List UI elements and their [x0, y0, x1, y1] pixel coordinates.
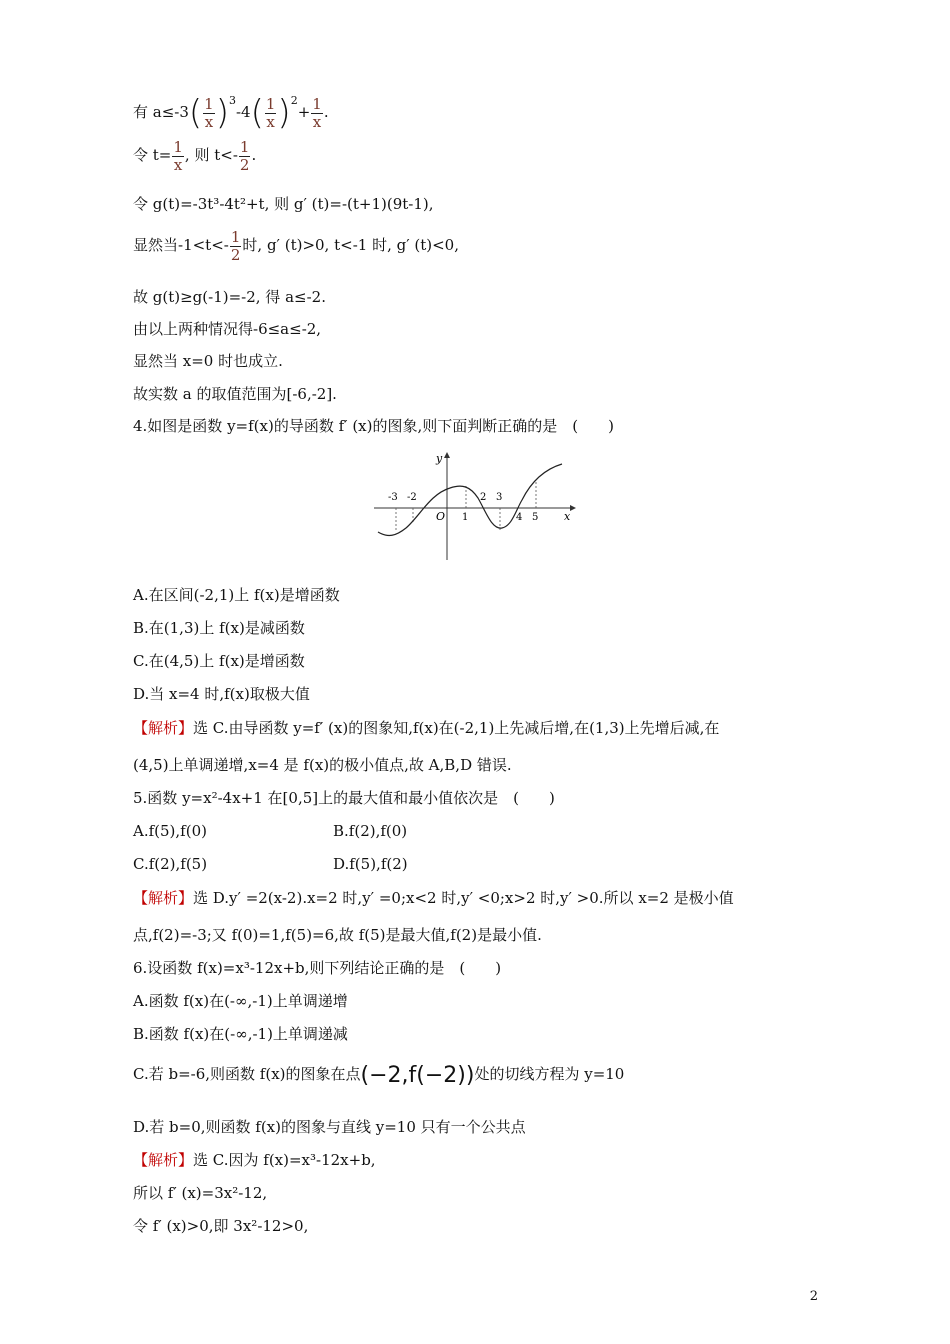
fraction: $\frac{1}{x}$ — [312, 94, 322, 131]
option-4c: C.在(4,5)上 f(x)是增函数 — [133, 652, 305, 670]
text: 选 C.因为 f(x)=x³-12x+b, — [193, 1151, 376, 1169]
text: . — [323, 103, 329, 121]
fraction: $\frac{1}{2}$ — [239, 137, 250, 174]
analysis-tag: 【解析】 — [133, 719, 194, 737]
analysis-tag: 【解析】 — [133, 1151, 194, 1169]
option-4d: D.当 x=4 时,f(x)取极大值 — [133, 685, 310, 703]
text: C.若 b=-6,则函数 f(x)的图象在点 — [133, 1065, 361, 1083]
option-4b: B.在(1,3)上 f(x)是减函数 — [133, 619, 305, 637]
x-axis-arrow — [570, 505, 576, 511]
tick-3: 3 — [496, 492, 503, 503]
option-5c: C.f(2),f(5) — [133, 855, 208, 873]
analysis-5-line-1 — [133, 888, 734, 908]
origin-label: O — [436, 510, 446, 523]
solution-line-2 — [133, 137, 256, 174]
question-6: 6.设函数 f(x)=x³-12x+b,则下列结论正确的是 ( ) — [133, 959, 502, 977]
y-label: y — [436, 452, 443, 465]
analysis-4-line-2: (4,5)上单调递增,x=4 是 f(x)的极小值点,故 A,B,D 错误. — [133, 756, 512, 774]
text: 选 C.由导函数 y=f′ (x)的图象知,f(x)在(-2,1)上先减后增,在(1,3)上先增后减,在 — [193, 719, 720, 737]
exponent: 2 — [290, 94, 298, 107]
analysis-6-line-2: 所以 f′ (x)=3x²-12, — [133, 1184, 268, 1202]
analysis-5-line-2: 点,f(2)=-3;又 f(0)=1,f(5)=6,故 f(5)是最大值,f(2)是最小值. — [133, 926, 542, 944]
paren: ) — [277, 93, 291, 133]
text: 显然当-1<t<- — [133, 236, 229, 254]
text: 令 t= — [133, 146, 172, 164]
option-6b: B.函数 f(x)在(-∞,-1)上单调递减 — [133, 1025, 348, 1043]
solution-line-3: 令 g(t)=-3t³-4t²+t, 则 g′ (t)=-(t+1)(9t-1), — [133, 195, 434, 213]
option-5a: A.f(5),f(0) — [133, 822, 207, 840]
options-5-row-1 — [133, 821, 633, 841]
solution-line-8: 故实数 a 的取值范围为[-6,-2]. — [133, 385, 337, 403]
solution-line-1 — [133, 80, 329, 134]
solution-line-5: 故 g(t)≥g(-1)=-2, 得 a≤-2. — [133, 288, 326, 306]
tick-2: 2 — [480, 492, 487, 503]
fraction: $\frac{1}{x}$ — [204, 94, 214, 131]
question-4: 4.如图是函数 y=f(x)的导函数 f′ (x)的图象,则下面判断正确的是 ( ) — [133, 417, 614, 435]
fraction: $\frac{1}{x}$ — [173, 137, 183, 174]
text: , 则 t<- — [184, 146, 238, 164]
paren: ( — [188, 93, 203, 133]
text: 有 a≤-3 — [133, 103, 189, 121]
text: . — [251, 146, 257, 164]
text: 时, g′ (t)>0, t<-1 时, g′ (t)<0, — [242, 236, 459, 254]
option-4a: A.在区间(-2,1)上 f(x)是增函数 — [133, 586, 340, 604]
tick-minus3: -3 — [388, 492, 398, 503]
tick-minus2: -2 — [407, 492, 417, 503]
solution-line-6: 由以上两种情况得-6≤a≤-2, — [133, 320, 322, 338]
solution-line-7: 显然当 x=0 时也成立. — [133, 352, 283, 370]
option-5b: B.f(2),f(0) — [333, 822, 408, 840]
solution-line-4 — [133, 227, 459, 264]
tick-1: 1 — [462, 512, 469, 523]
text: + — [297, 103, 311, 121]
question-5: 5.函数 y=x²-4x+1 在[0,5]上的最大值和最小值依次是 ( ) — [133, 789, 555, 807]
analysis-tag: 【解析】 — [133, 889, 194, 907]
analysis-6-line-3: 令 f′ (x)>0,即 3x²-12>0, — [133, 1217, 309, 1235]
option-6a: A.函数 f(x)在(-∞,-1)上单调递增 — [133, 992, 348, 1010]
text: 处的切线方程为 y=10 — [474, 1065, 625, 1083]
analysis-6-line-1 — [133, 1150, 376, 1170]
option-6c — [133, 1060, 624, 1090]
exponent: 3 — [228, 94, 236, 107]
tick-4: 4 — [516, 512, 523, 523]
tick-5: 5 — [532, 512, 539, 523]
analysis-4-line-1 — [133, 718, 719, 738]
text: 选 D.y′ =2(x-2).x=2 时,y′ =0;x<2 时,y′ <0;x>2 时,y′ >0.所以 x=2 是极小值 — [193, 889, 734, 907]
y-axis-arrow — [444, 452, 450, 458]
option-5d: D.f(5),f(2) — [333, 855, 408, 873]
page-number: 2 — [809, 1289, 818, 1304]
text: -4 — [235, 103, 251, 121]
paren: ( — [250, 93, 264, 133]
derivative-graph — [370, 450, 580, 565]
option-6d: D.若 b=0,则函数 f(x)的图象与直线 y=10 只有一个公共点 — [133, 1118, 526, 1136]
paren: ) — [215, 93, 229, 133]
x-label: x — [564, 510, 571, 523]
fraction: $\frac{1}{2}$ — [230, 227, 241, 264]
fraction: $\frac{1}{x}$ — [265, 94, 276, 131]
point-expression: (−2,f(−2)) — [360, 1063, 475, 1088]
derivative-curve — [378, 464, 562, 535]
options-5-row-2 — [133, 854, 633, 874]
